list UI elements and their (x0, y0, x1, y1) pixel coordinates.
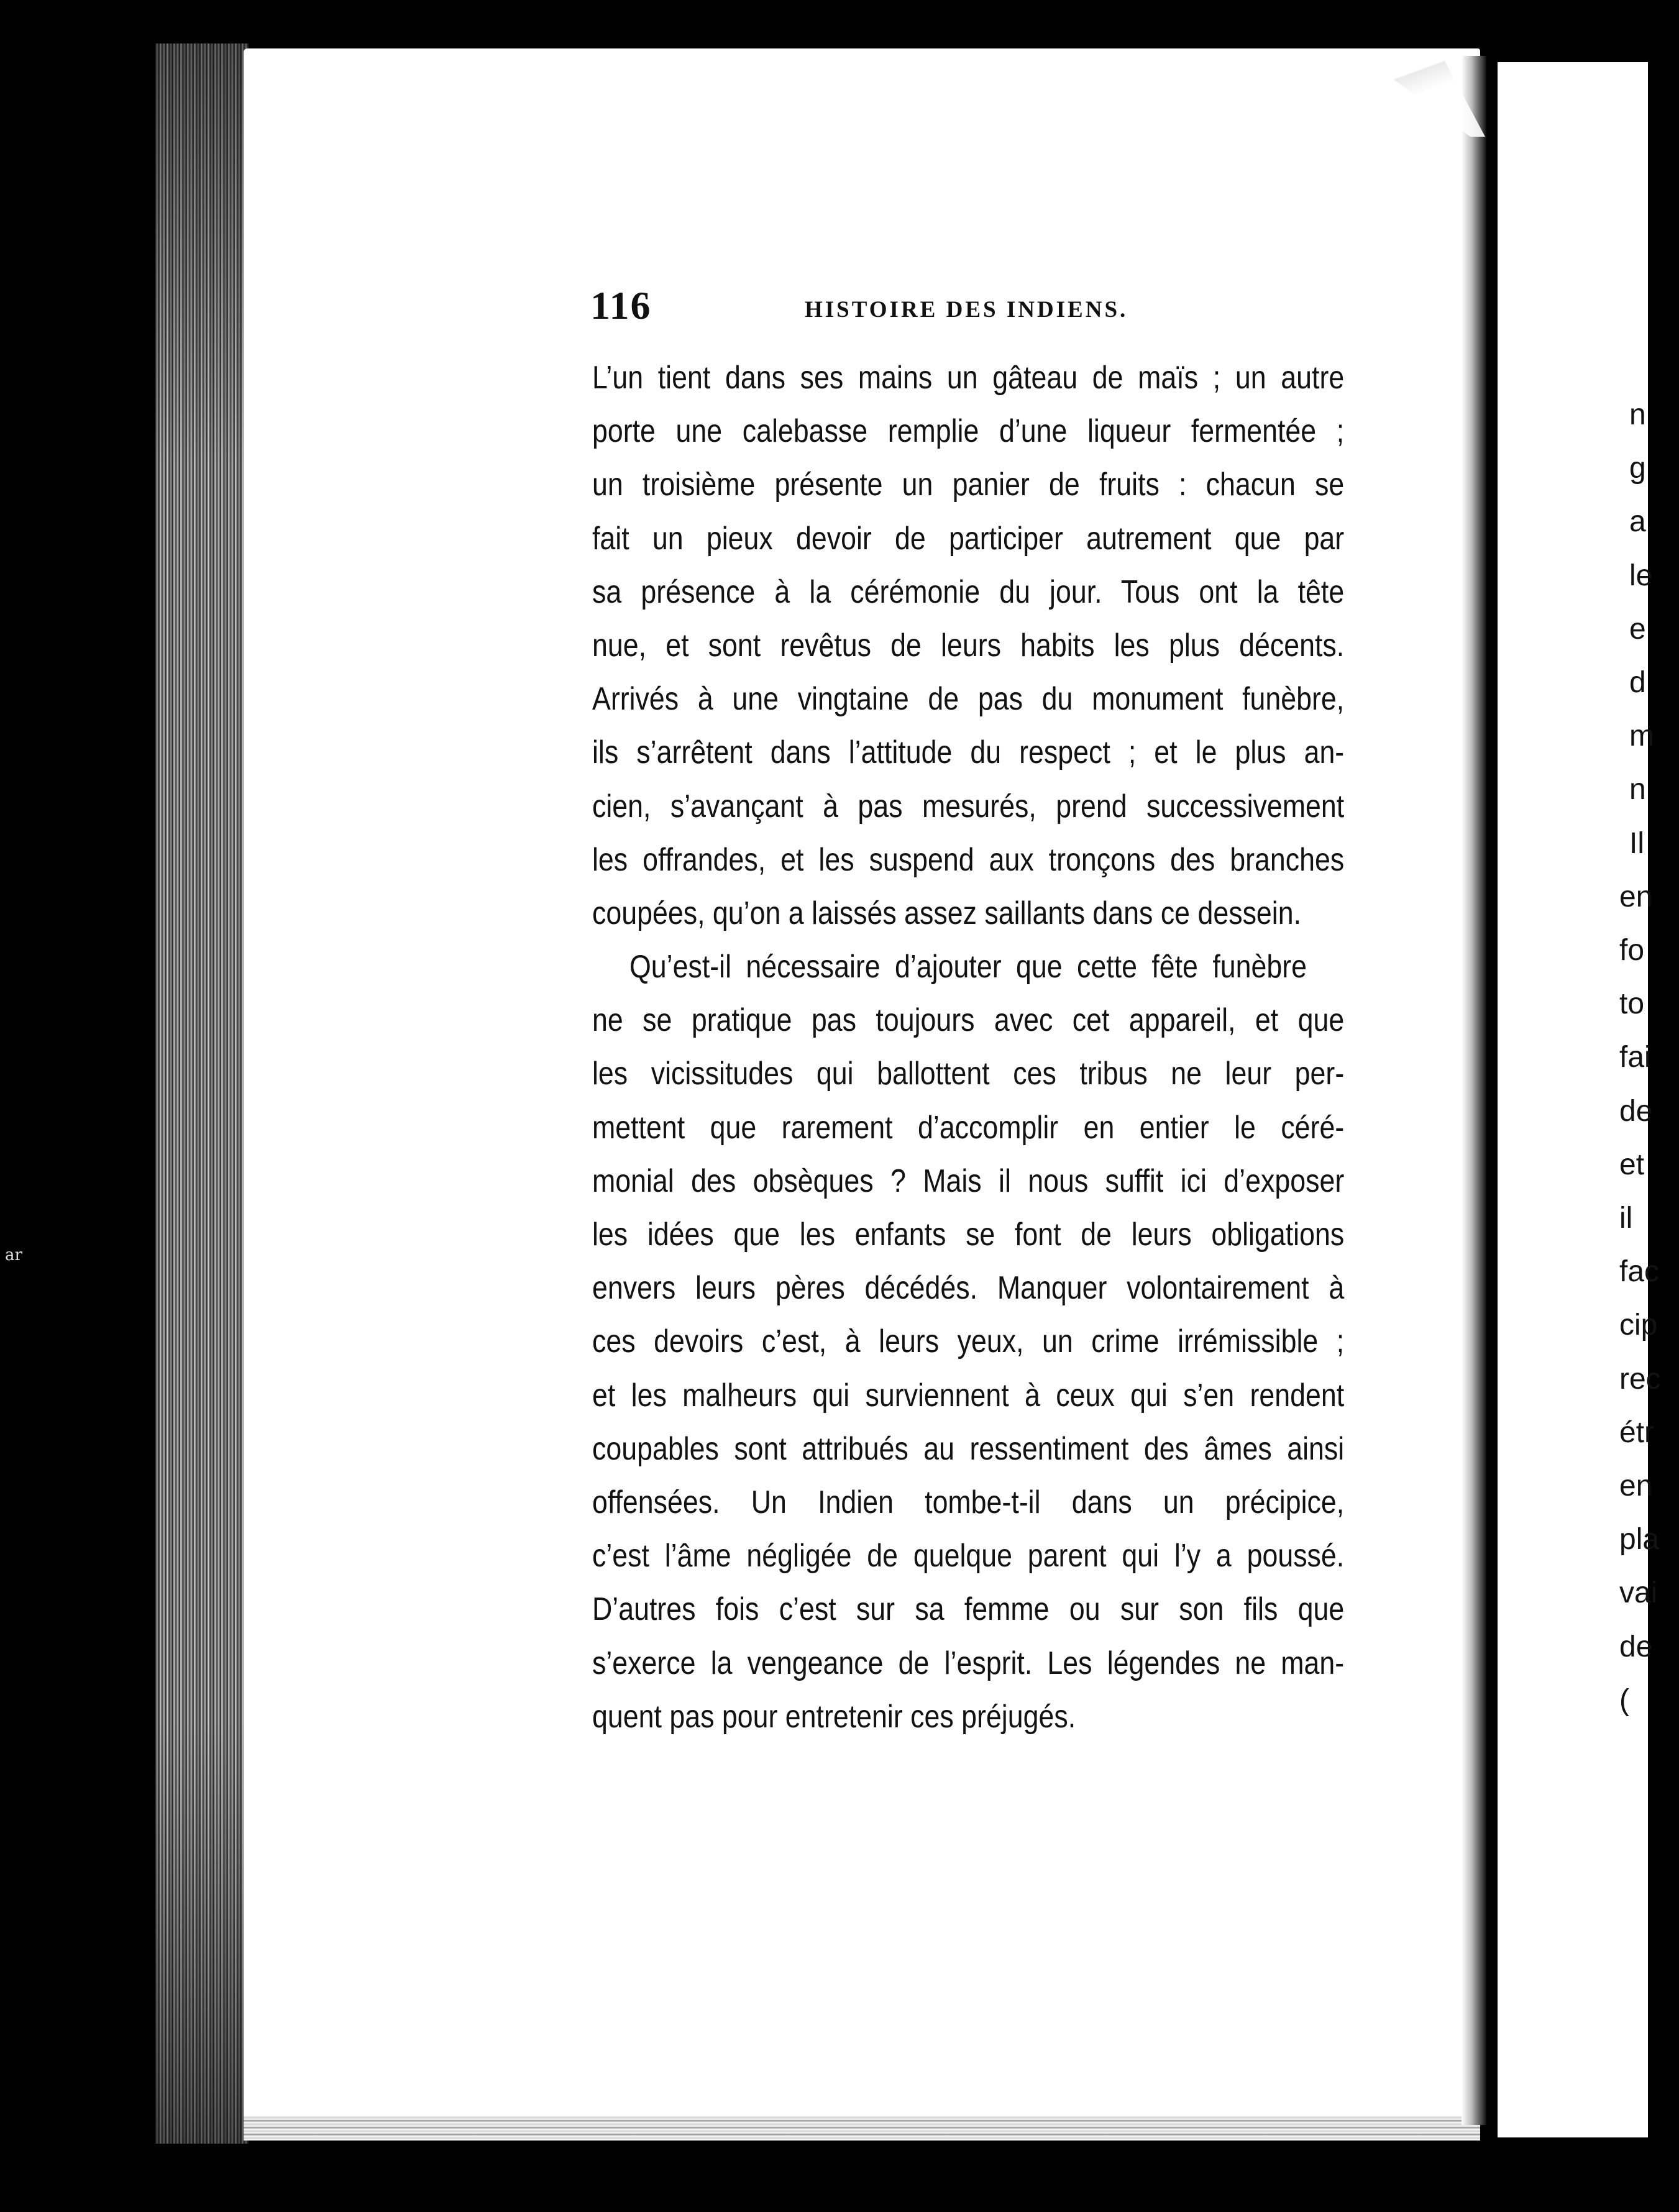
running-head (590, 283, 1336, 332)
text-line (592, 351, 1344, 404)
text-line-content: sa présence à la cérémonie du jour. Tous ont la tête (592, 574, 1345, 610)
facing-page-fragment: pla (1619, 1523, 1660, 1556)
page-edges-shadow (155, 43, 249, 2144)
text-line (592, 1583, 1344, 1636)
text-line-content: porte une calebasse remplie d’une liqueur fermentée ; (592, 413, 1345, 450)
facing-page-fragment: ( (1619, 1683, 1629, 1717)
page-number: 116 (590, 283, 652, 327)
facing-page-fragment: cip (1619, 1309, 1658, 1342)
text-line (592, 1154, 1344, 1208)
running-title: HISTOIRE DES INDIENS. (805, 297, 1128, 322)
text-line-content: mettent que rarement d’accomplir en entier le céré- (592, 1109, 1345, 1146)
facing-page-fragment: m (1629, 720, 1654, 753)
text-line (592, 1369, 1344, 1422)
facing-page-fragment: fac (1619, 1255, 1660, 1289)
facing-page-fragment: g (1629, 452, 1646, 485)
text-line (592, 994, 1344, 1047)
text-line (592, 1422, 1344, 1476)
text-line (592, 1261, 1344, 1315)
text-line-content: les offrandes, et les suspend aux tronçons des branches (592, 841, 1345, 878)
text-line-content: c’est l’âme négligée de quelque parent qui l’y a poussé. (592, 1538, 1345, 1574)
text-line-content: fait un pieux devoir de participer autrement que par (592, 520, 1345, 557)
text-line-content: quent pas pour entretenir ces préjugés. (592, 1698, 1076, 1735)
text-line (592, 1208, 1344, 1261)
text-line-content: nue, et sont revêtus de leurs habits les plus décents. (592, 627, 1345, 664)
text-line-content: coupables sont attribués au ressentiment des âmes ainsi (592, 1430, 1345, 1467)
text-line-content: cien, s’avançant à pas mesurés, prend successivement (592, 788, 1345, 825)
text-line (592, 726, 1344, 779)
text-line-content: ces devoirs c’est, à leurs yeux, un crime irrémissible ; (592, 1323, 1345, 1360)
text-line (592, 1315, 1344, 1368)
text-line (592, 458, 1344, 511)
text-line-content: Qu’est-il nécessaire d’ajouter que cette fête funèbre (629, 949, 1307, 985)
text-line-content: L’un tient dans ses mains un gâteau de maïs ; un autre (592, 360, 1345, 396)
text-line (592, 672, 1344, 726)
text-line-content: s’exerce la vengeance de l’esprit. Les légendes ne man- (592, 1645, 1345, 1681)
text-line (592, 1529, 1344, 1583)
facing-page-fragment: fai (1619, 1041, 1651, 1074)
text-line (592, 887, 1344, 940)
facing-page-fragment: to (1619, 987, 1645, 1021)
facing-page-fragment: rec (1619, 1362, 1661, 1396)
text-line-content: les vicissitudes qui ballottent ces tribus ne leur per- (592, 1056, 1345, 1092)
text-line-content: les idées que les enfants se font de leurs obligations (592, 1217, 1345, 1253)
book-gutter (1462, 56, 1486, 2125)
facing-page-fragment: e (1629, 612, 1646, 646)
text-line-content: envers leurs pères décédés. Manquer volontairement à (592, 1270, 1345, 1307)
stray-mark: ar (5, 1246, 22, 1264)
text-line-content: D’autres fois c’est sur sa femme ou sur son fils que (592, 1591, 1345, 1628)
facing-page-fragment: de (1619, 1094, 1653, 1128)
facing-page-fragment: fo (1619, 934, 1645, 967)
facing-page-fragment: Il (1629, 826, 1644, 860)
facing-page-fragment: le (1629, 559, 1653, 592)
text-line (592, 619, 1344, 672)
facing-page-fragment: en (1619, 1469, 1653, 1502)
facing-page-fragment: d (1629, 666, 1646, 699)
text-line (592, 512, 1344, 565)
facing-page-fragment: en (1619, 880, 1653, 913)
text-line-content: Arrivés à une vingtaine de pas du monument funèbre, (592, 681, 1345, 718)
facing-page-fragment: et (1619, 1148, 1645, 1181)
body-text (592, 351, 1344, 1744)
facing-page-fragment: étr (1619, 1415, 1655, 1449)
text-line (592, 1047, 1344, 1100)
text-line-content: coupées, qu’on a laissés assez saillants dans ce dessein. (592, 895, 1302, 931)
facing-page-fragment: n (1629, 398, 1646, 431)
text-line-content: monial des obsèques ? Mais il nous suffit ici d’exposer (592, 1163, 1345, 1199)
text-line-content: offensées. Un Indien tombe-t-il dans un précipice, (592, 1484, 1345, 1520)
facing-page-fragment: vai (1619, 1576, 1658, 1610)
text-line (592, 833, 1344, 887)
text-line (592, 940, 1344, 994)
text-line-content: et les malheurs qui surviennent à ceux qui s’en rendent (592, 1377, 1345, 1414)
facing-page-fragment: il (1619, 1202, 1633, 1235)
text-line (592, 1101, 1344, 1154)
facing-page-fragment: a (1629, 505, 1646, 539)
text-line-content: ne se pratique pas toujours avec cet appareil, et que (592, 1002, 1345, 1039)
page-bottom-edge (244, 2116, 1480, 2141)
text-line (592, 565, 1344, 619)
text-line (592, 1637, 1344, 1690)
text-line (592, 1690, 1344, 1744)
text-line (592, 1476, 1344, 1529)
facing-page-fragment: n (1629, 773, 1646, 807)
text-line-content: un troisième présente un panier de fruits : chacun se (592, 467, 1345, 503)
text-line-content: ils s’arrêtent dans l’attitude du respect ; et le plus an- (592, 734, 1345, 771)
text-line (592, 404, 1344, 458)
text-line (592, 780, 1344, 833)
facing-page-fragment: de (1619, 1630, 1653, 1663)
